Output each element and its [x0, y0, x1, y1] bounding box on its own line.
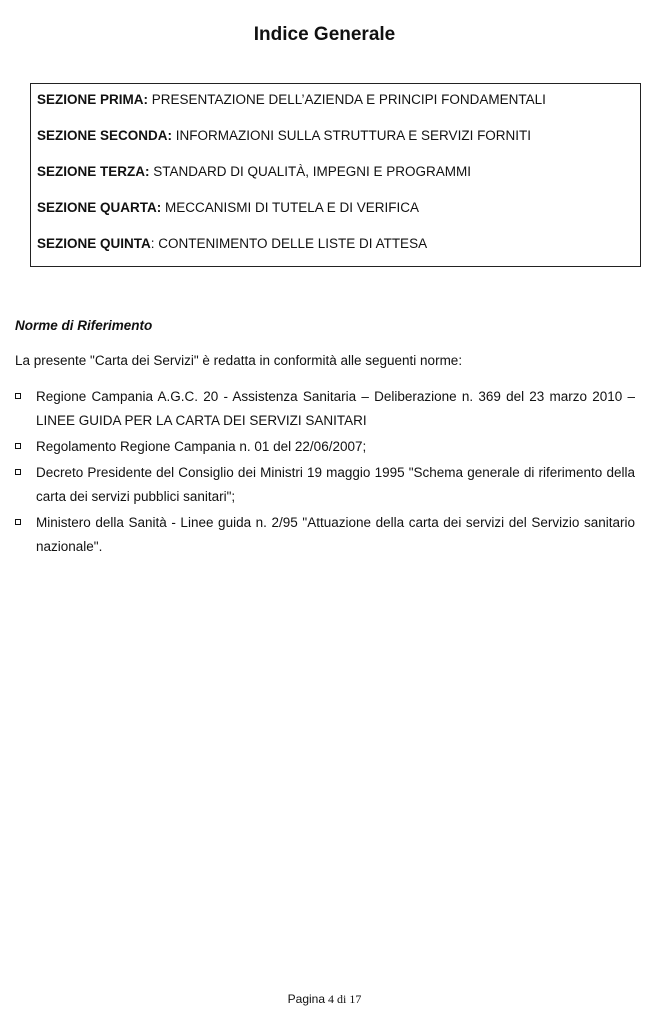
norm-text: Ministero della Sanità - Linee guida n. 2/95 "Attuazione della carta dei servizi del Servizio sanitario nazionale". [36, 515, 635, 554]
norms-heading: Norme di Riferimento [15, 318, 153, 333]
index-label: SEZIONE SECONDA: [37, 128, 173, 143]
list-item [15, 435, 635, 459]
index-label: SEZIONE QUINTA [37, 236, 151, 251]
index-label: SEZIONE PRIMA: [37, 92, 149, 107]
norm-text: Regolamento Regione Campania n. 01 del 22/06/2007; [36, 439, 367, 454]
index-text: : CONTENIMENTO DELLE LISTE DI ATTESA [150, 236, 428, 251]
page-footer [0, 992, 649, 1007]
norm-text: Decreto Presidente del Consiglio dei Ministri 19 maggio 1995 "Schema generale di riferimento della carta dei servizi pubblici sanitari"; [36, 465, 635, 504]
list-item [15, 461, 635, 509]
index-box [30, 83, 641, 267]
index-label: SEZIONE QUARTA: [37, 200, 162, 215]
page-title: Indice Generale [253, 24, 396, 45]
index-row-4 [37, 201, 640, 215]
index-text: PRESENTAZIONE DELL’AZIENDA E PRINCIPI FONDAMENTALI [148, 92, 546, 107]
index-row-5 [37, 237, 640, 251]
index-row-3 [37, 165, 640, 179]
index-label: SEZIONE TERZA: [37, 164, 150, 179]
checkbox-bullet-icon [15, 385, 36, 433]
list-item [15, 511, 635, 559]
norms-list [15, 385, 635, 561]
checkbox-bullet-icon [15, 435, 36, 459]
footer-label: Pagina [287, 992, 326, 1006]
checkbox-bullet-icon [15, 461, 36, 509]
footer-sep: di [337, 992, 347, 1006]
norm-text: Regione Campania A.G.C. 20 - Assistenza Sanitaria – Deliberazione n. 369 del 23 marzo 2010 – LINEE GUIDA PER LA CARTA DEI SERVIZI SANITARI [36, 389, 635, 428]
index-text: INFORMAZIONI SULLA STRUTTURA E SERVIZI FORNITI [172, 128, 532, 143]
checkbox-bullet-icon [15, 511, 36, 559]
footer-page: 4 [328, 992, 335, 1006]
index-text: STANDARD DI QUALITÀ, IMPEGNI E PROGRAMMI [149, 164, 472, 179]
footer-total: 17 [349, 992, 362, 1006]
index-row-2 [37, 129, 640, 143]
index-row-1 [37, 93, 640, 107]
list-item [15, 385, 635, 433]
norms-intro: La presente "Carta dei Servizi" è redatta in conformità alle seguenti norme: [15, 353, 463, 368]
index-text: MECCANISMI DI TUTELA E DI VERIFICA [161, 200, 420, 215]
